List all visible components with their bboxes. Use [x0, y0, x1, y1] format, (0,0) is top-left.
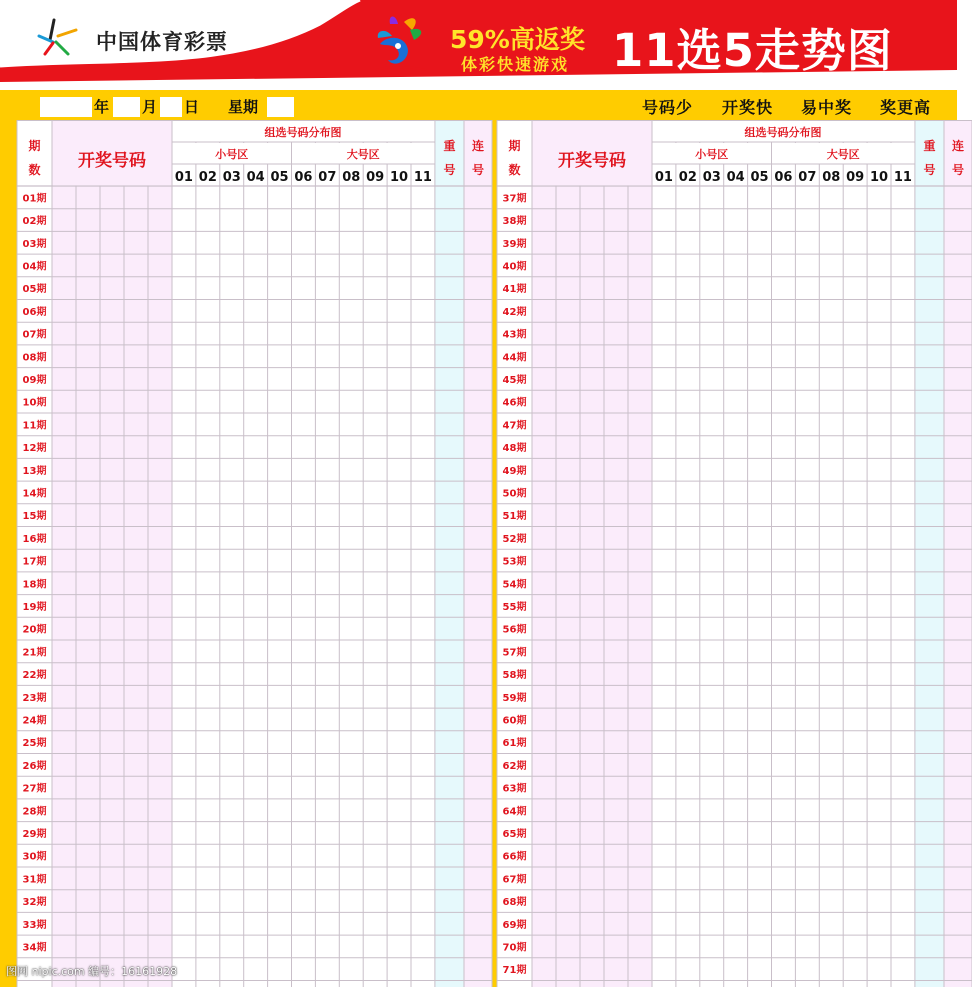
- number-header-07: 07: [318, 170, 337, 185]
- period-label-right-15: 51期: [502, 511, 527, 523]
- consecutive-header-top: 连: [471, 139, 485, 153]
- header-banner: [0, 0, 957, 90]
- draw-number-column-bg: [532, 120, 652, 987]
- number-header-01: 01: [174, 170, 193, 185]
- draw-numbers-header: 开奖号码: [558, 151, 626, 171]
- period-label-left-29: 29期: [22, 828, 47, 840]
- period-label-right-17: 53期: [502, 556, 527, 568]
- period-label-right-18: 54期: [502, 579, 527, 591]
- period-label-left-19: 19期: [22, 601, 47, 613]
- mascot-logo-icon: [368, 10, 434, 78]
- consecutive-column-bg: [464, 120, 492, 987]
- period-label-left-28: 28期: [22, 806, 47, 818]
- period-label-right-33: 69期: [502, 919, 527, 931]
- number-header-02: 02: [198, 170, 217, 185]
- period-label-left-27: 27期: [22, 783, 47, 795]
- distribution-header: 组选号码分布图: [264, 126, 342, 139]
- number-header-06: 06: [774, 170, 793, 185]
- repeat-header-bottom: 号: [923, 163, 936, 177]
- month-label: 月: [142, 98, 158, 116]
- number-header-04: 04: [726, 170, 745, 185]
- period-label-left-26: 26期: [22, 760, 47, 772]
- page-title: 11选5走势图: [612, 24, 893, 77]
- period-label-right-19: 55期: [502, 601, 527, 613]
- repeat-column-bg: [435, 120, 464, 987]
- trend-table-left: [17, 120, 492, 987]
- period-label-right-32: 68期: [502, 897, 527, 909]
- big-zone-header: 大号区: [346, 148, 380, 161]
- period-label-left-6: 06期: [22, 306, 47, 318]
- period-label-left-10: 10期: [22, 397, 47, 409]
- period-label-right-3: 39期: [502, 238, 527, 250]
- number-header-03: 03: [222, 170, 241, 185]
- period-label-right-7: 43期: [502, 329, 527, 341]
- trend-table-right: [497, 120, 965, 987]
- period-label-left-8: 08期: [22, 352, 47, 364]
- number-header-09: 09: [366, 170, 385, 185]
- number-header-06: 06: [294, 170, 313, 185]
- period-label-right-23: 59期: [502, 692, 527, 704]
- number-header-05: 05: [750, 170, 769, 185]
- period-label-right-13: 49期: [502, 465, 527, 477]
- period-label-right-16: 52期: [502, 533, 527, 545]
- period-label-right-34: 70期: [502, 942, 527, 954]
- repeat-column-bg: [915, 120, 944, 987]
- period-label-left-2: 02期: [22, 216, 47, 228]
- number-header-09: 09: [846, 170, 865, 185]
- period-label-right-22: 58期: [502, 670, 527, 682]
- period-label-left-1: 01期: [22, 193, 47, 205]
- period-label-left-15: 15期: [22, 511, 47, 523]
- period-label-right-26: 62期: [502, 760, 527, 772]
- number-header-11: 11: [893, 170, 912, 185]
- draw-number-column-bg: [52, 120, 172, 987]
- brand-name: 中国体育彩票: [96, 30, 228, 54]
- number-header-03: 03: [702, 170, 721, 185]
- period-label-left-21: 21期: [22, 647, 47, 659]
- big-zone-header: 大号区: [826, 148, 860, 161]
- repeat-header-bottom: 号: [443, 163, 456, 177]
- period-label-right-14: 50期: [502, 488, 527, 500]
- trend-grid-right: [497, 120, 972, 987]
- number-header-11: 11: [413, 170, 432, 185]
- period-label-left-11: 11期: [22, 420, 47, 432]
- period-label-right-9: 45期: [502, 374, 527, 386]
- lottery-star-logo-icon: [36, 18, 86, 58]
- period-label-right-27: 63期: [502, 783, 527, 795]
- year-field[interactable]: [40, 97, 92, 117]
- period-label-left-34: 34期: [22, 942, 47, 954]
- period-label-right-8: 44期: [502, 352, 527, 364]
- period-label-left-16: 16期: [22, 533, 47, 545]
- period-label-left-32: 32期: [22, 897, 47, 909]
- tagline-3: 易中奖: [801, 98, 853, 117]
- period-label-left-7: 07期: [22, 329, 47, 341]
- watermark: 图网 nipic.com 编号：16161928: [6, 965, 178, 978]
- period-label-left-24: 24期: [22, 715, 47, 727]
- left-border-bar: [0, 120, 17, 987]
- year-label: 年: [94, 98, 110, 116]
- period-label-right-2: 38期: [502, 216, 527, 228]
- number-header-01: 01: [654, 170, 673, 185]
- tagline-1: 号码少: [642, 98, 694, 117]
- period-label-left-22: 22期: [22, 670, 47, 682]
- repeat-header-top: 重: [923, 139, 936, 153]
- number-header-10: 10: [390, 170, 409, 185]
- day-label: 日: [184, 98, 200, 116]
- weekday-field[interactable]: [267, 97, 294, 117]
- period-label-left-4: 04期: [22, 261, 47, 273]
- period-label-left-17: 17期: [22, 556, 47, 568]
- consecutive-column-bg: [944, 120, 972, 987]
- tagline-2: 开奖快: [722, 98, 774, 117]
- distribution-header: 组选号码分布图: [744, 126, 822, 139]
- draw-numbers-header: 开奖号码: [78, 151, 146, 171]
- period-header-top: 期: [28, 139, 41, 153]
- period-label-right-21: 57期: [502, 647, 527, 659]
- consecutive-header-top: 连: [951, 139, 965, 153]
- consecutive-header-bottom: 号: [471, 163, 485, 177]
- period-label-left-33: 33期: [22, 919, 47, 931]
- period-header-bottom: 数: [28, 163, 41, 177]
- weekday-label: 星期: [228, 98, 259, 116]
- number-header-08: 08: [822, 170, 841, 185]
- slogan-line-1: 59%高返奖: [450, 25, 585, 54]
- period-label-left-12: 12期: [22, 443, 47, 455]
- period-label-right-35: 71期: [502, 965, 527, 977]
- period-label-right-12: 48期: [502, 443, 527, 455]
- trend-grid-left: [17, 120, 492, 987]
- period-label-right-1: 37期: [502, 193, 527, 205]
- period-label-right-25: 61期: [502, 738, 527, 750]
- period-label-left-9: 09期: [22, 374, 47, 386]
- period-label-left-3: 03期: [22, 238, 47, 250]
- period-label-left-14: 14期: [22, 488, 47, 500]
- number-header-02: 02: [678, 170, 697, 185]
- period-label-right-10: 46期: [502, 397, 527, 409]
- number-header-05: 05: [270, 170, 289, 185]
- period-header-bottom: 数: [508, 163, 521, 177]
- period-label-left-13: 13期: [22, 465, 47, 477]
- period-label-left-5: 05期: [22, 284, 47, 296]
- slogan-line-2: 体彩快速游戏: [461, 55, 570, 74]
- tagline-4: 奖更高: [880, 98, 932, 117]
- repeat-header-top: 重: [443, 139, 456, 153]
- day-field[interactable]: [160, 97, 182, 117]
- number-header-04: 04: [246, 170, 265, 185]
- period-label-left-25: 25期: [22, 738, 47, 750]
- number-header-07: 07: [798, 170, 817, 185]
- period-label-right-20: 56期: [502, 624, 527, 636]
- period-label-right-6: 42期: [502, 306, 527, 318]
- grid-left: [17, 120, 492, 987]
- month-field[interactable]: [113, 97, 140, 117]
- period-label-right-5: 41期: [502, 284, 527, 296]
- period-label-right-29: 65期: [502, 828, 527, 840]
- period-label-left-20: 20期: [22, 624, 47, 636]
- number-header-08: 08: [342, 170, 361, 185]
- period-label-left-30: 30期: [22, 851, 47, 863]
- period-label-right-4: 40期: [502, 261, 527, 273]
- period-label-left-23: 23期: [22, 692, 47, 704]
- period-label-left-18: 18期: [22, 579, 47, 591]
- grid-right: [497, 120, 972, 987]
- period-label-right-28: 64期: [502, 806, 527, 818]
- period-label-left-31: 31期: [22, 874, 47, 886]
- period-label-right-31: 67期: [502, 874, 527, 886]
- period-label-right-11: 47期: [502, 420, 527, 432]
- number-header-10: 10: [870, 170, 889, 185]
- consecutive-header-bottom: 号: [951, 163, 965, 177]
- period-header-top: 期: [508, 139, 521, 153]
- small-zone-header: 小号区: [215, 148, 249, 161]
- period-label-right-24: 60期: [502, 715, 527, 727]
- period-label-right-30: 66期: [502, 851, 527, 863]
- small-zone-header: 小号区: [695, 148, 729, 161]
